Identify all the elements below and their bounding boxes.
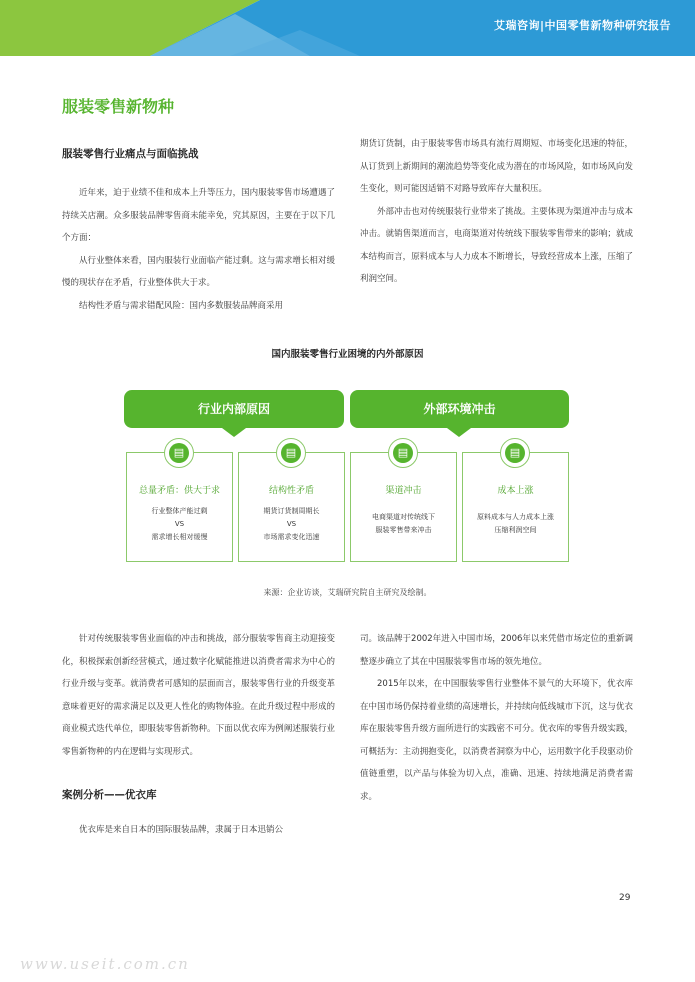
paragraph: 结构性矛盾与需求错配风险：国内多数服装品牌商采用 xyxy=(79,300,284,311)
report-brand-title: 艾瑞咨询|中国零售新物种研究报告 xyxy=(493,19,671,32)
card-line: 行业整体产能过剩 xyxy=(151,507,208,515)
figure-title: 国内服装零售行业困境的内外部原因 xyxy=(271,349,424,360)
page-number: 29 xyxy=(619,893,631,903)
paragraph: 外部冲击也对传统服装行业带来了挑战。主要体现为渠道冲击与成本冲击。就销售渠道而言，电商渠道对传统线下服装零售带来的影响；就成本结构而言，原料成本与人力成本不断增长，导致经营成本上涨，压缩了利润空间。 xyxy=(360,206,633,284)
card-title: 成本上涨 xyxy=(497,486,534,496)
case-heading: 案例分析——优衣库 xyxy=(62,789,157,801)
group-arrow xyxy=(222,428,246,437)
lower-left-column xyxy=(62,628,335,842)
card-line: 服装零售带来冲击 xyxy=(375,526,432,534)
card-title: 渠道冲击 xyxy=(385,486,422,496)
paragraph: 2015年以来，在中国服装零售行业整体不景气的大环境下，优衣库在中国市场仍保持着业绩的高速增长，并持续向低线城市下沉，这与优衣库在服装零售升级方面所进行的实践密不可分。优衣库的零售升级实践，可概括为：主动拥抱变化，以消费者洞察为中心，运用数字化手段驱动价值链重塑，以产品与体验为切入点，准确、迅速、持续地满足消费者需求。 xyxy=(360,679,633,802)
card-body xyxy=(127,505,232,544)
paragraph: 从行业整体来看，国内服装行业面临产能过剩。这与需求增长相对缓慢的现状存在矛盾，行业整体供大于求。 xyxy=(62,255,335,288)
paragraph: 优衣库是来自日本的国际服装品牌，隶属于日本迅销公 xyxy=(79,825,284,835)
header-banner xyxy=(0,0,695,56)
card-line: VS xyxy=(174,520,185,528)
cause-card xyxy=(462,452,569,562)
report-icon: ▤ xyxy=(276,438,306,468)
paragraph: 近年来，迫于业绩不佳和成本上升等压力，国内服装零售市场遭遇了持续关店潮。众多服装品牌零售商未能幸免，究其原因，主要在于以下几个方面： xyxy=(62,188,335,243)
paragraph: 期货订货制，由于服装零售市场具有流行周期短、市场变化迅速的特征，从订货到上新期间的潮流趋势等变化成为潜在的市场风险，如市场风向发生变化，则可能因适销不对路导致库存大量积压。 xyxy=(360,139,633,194)
group-header-internal: 行业内部原因 xyxy=(124,390,344,428)
card-body xyxy=(239,505,344,544)
paragraph: 司。该品牌于2002年进入中国市场，2006年以来凭借市场定位的重新调整逐步确立了其在中国服装零售市场的领先地位。 xyxy=(360,634,633,667)
paragraph: 针对传统服装零售业面临的冲击和挑战，部分服装零售商主动迎接变化，积极探索创新经营模式，通过数字化赋能推进以消费者需求为中心的行业升级与变革。就消费者可感知的层面而言，服装零售行业的升级变革意味着更好的需求满足以及更人性化的购物体验。在此升级过程中形成的商业模式迭代单位，即服装零售新物种。下面以优衣库为例阐述服装行业零售新物种的内在逻辑与实现形式。 xyxy=(62,634,335,757)
watermark: www.useit.com.cn xyxy=(20,955,190,973)
cause-card xyxy=(126,452,233,562)
card-line: VS xyxy=(286,520,297,528)
card-line: 需求增长相对缓慢 xyxy=(151,533,208,541)
card-line: 市场需求变化迅速 xyxy=(263,533,320,541)
card-line: 压缩利润空间 xyxy=(494,526,537,534)
group-arrow xyxy=(447,428,471,437)
card-body xyxy=(463,511,568,537)
cause-card xyxy=(238,452,345,562)
page-title: 服装零售新物种 xyxy=(62,97,175,116)
group-header-external: 外部环境冲击 xyxy=(350,390,569,428)
card-body xyxy=(351,511,456,537)
card-title: 总量矛盾：供大于求 xyxy=(138,486,220,496)
lower-right-column xyxy=(360,628,633,808)
report-icon: ▤ xyxy=(164,438,194,468)
card-title: 结构性矛盾 xyxy=(268,486,314,496)
card-line: 电商渠道对传统线下 xyxy=(372,513,435,521)
section-heading: 服装零售行业痛点与面临挑战 xyxy=(62,148,199,160)
upper-left-column xyxy=(62,146,335,317)
report-icon: ▤ xyxy=(500,438,530,468)
card-line: 原料成本与人力成本上涨 xyxy=(477,513,554,521)
card-line: 期货订货制周期长 xyxy=(263,507,320,515)
upper-right-column xyxy=(360,133,633,291)
report-icon: ▤ xyxy=(388,438,418,468)
cause-card xyxy=(350,452,457,562)
figure-source: 来源：企业访谈，艾瑞研究院自主研究及绘制。 xyxy=(263,588,432,597)
